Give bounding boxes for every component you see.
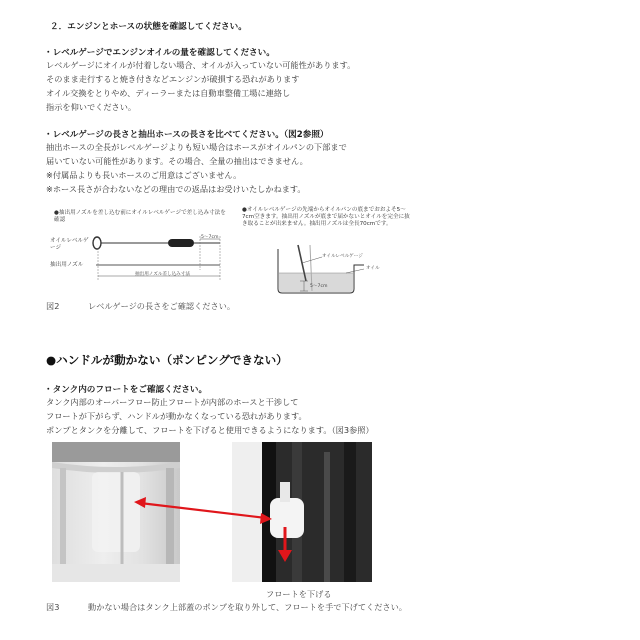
label-oil: オイル — [366, 266, 380, 271]
sub2-line: ※付属品よりも長いホースのご用意はございません。 — [46, 170, 242, 180]
sub2-line: 届いていない可能性があります。その場合、全量の抽出はできません。 — [46, 156, 308, 166]
fig2-left-diagram — [50, 208, 230, 288]
tank-float-photo — [52, 442, 180, 582]
sub1-heading: ・レベルゲージでエンジンオイルの量を確認してください。 — [44, 48, 275, 58]
sub1-line: レベルゲージにオイルが付着しない場合、オイルが入っていない可能性があります。 — [46, 60, 356, 70]
sub1-line: オイル交換をとりやめ、ディーラーまたは自動車整備工場に連絡し — [46, 88, 291, 98]
fig3-caption: 動かない場合はタンク上部蓋のポンプを取り外して、フロートを手で下げてください。 — [88, 602, 407, 612]
fig2-left-note: ●抽出用ノズルを差し込む前にオイルレベルゲージで差し込み寸法を確認 — [54, 210, 226, 223]
handle-line: ポンプとタンクを分離して、フロートを下げると使用できるようになります。（図3参照） — [46, 425, 374, 435]
float-lowering-photo — [232, 442, 372, 582]
handle-section-title: ●ハンドルが動かない（ポンピングできない） — [46, 353, 288, 367]
label-gauge: オイルレベルゲージ — [50, 238, 89, 251]
sub2-line: ※ホース長さが合わないなどの理由での返品はお受けいたしかねます。 — [46, 184, 306, 194]
fig2-right-diagram — [240, 205, 420, 300]
section2-heading: ２．エンジンとホースの状態を確認してください。 — [50, 22, 247, 32]
sub1-line: そのまま走行すると焼き付きなどエンジンが破損する恐れがあります — [46, 74, 300, 84]
sub1-line: 指示を仰いでください。 — [46, 102, 137, 112]
fig2-caption: レベルゲージの長さをご確認ください。 — [88, 301, 236, 311]
dim-bottom-label: 抽出用ノズル差し込み寸法 — [135, 272, 190, 277]
label-gap: 5〜7cm — [310, 284, 328, 289]
handle-line: フロートが下がらず、ハンドルが動かなくなっている恐れがあります。 — [46, 411, 307, 421]
label-nozzle: 抽出用ノズル — [50, 262, 84, 268]
dim-top-label: 5〜7cm — [201, 235, 219, 240]
fig2-caption-number: 図2 — [46, 301, 60, 311]
sub2-heading: ・レベルゲージの長さと抽出ホースの長さを比べてください。（図2参照） — [44, 130, 329, 140]
fig3-photo-label: フロートを下げる — [266, 589, 332, 599]
fig3-caption-number: 図3 — [46, 602, 60, 612]
label-level-gauge: オイルレベルゲージ — [322, 254, 363, 259]
sub2-line: 抽出ホースの全長がレベルゲージよりも短い場合はホースがオイルパンの下部まで — [46, 142, 347, 152]
fig2-right-note: ●オイルレベルゲージの先端からオイルパンの底までおおよそ5〜7cm空きます。抽出用ノズルが底まで届かないとオイルを完全に抜き取ることが出来ません。抽出用ノズルは全長70cmです。 — [242, 207, 410, 227]
handle-sub-heading: ・タンク内のフロートをご確認ください。 — [44, 385, 208, 395]
handle-line: タンク内部のオーバーフロー防止フロートが内部のホースと干渉して — [46, 397, 299, 407]
